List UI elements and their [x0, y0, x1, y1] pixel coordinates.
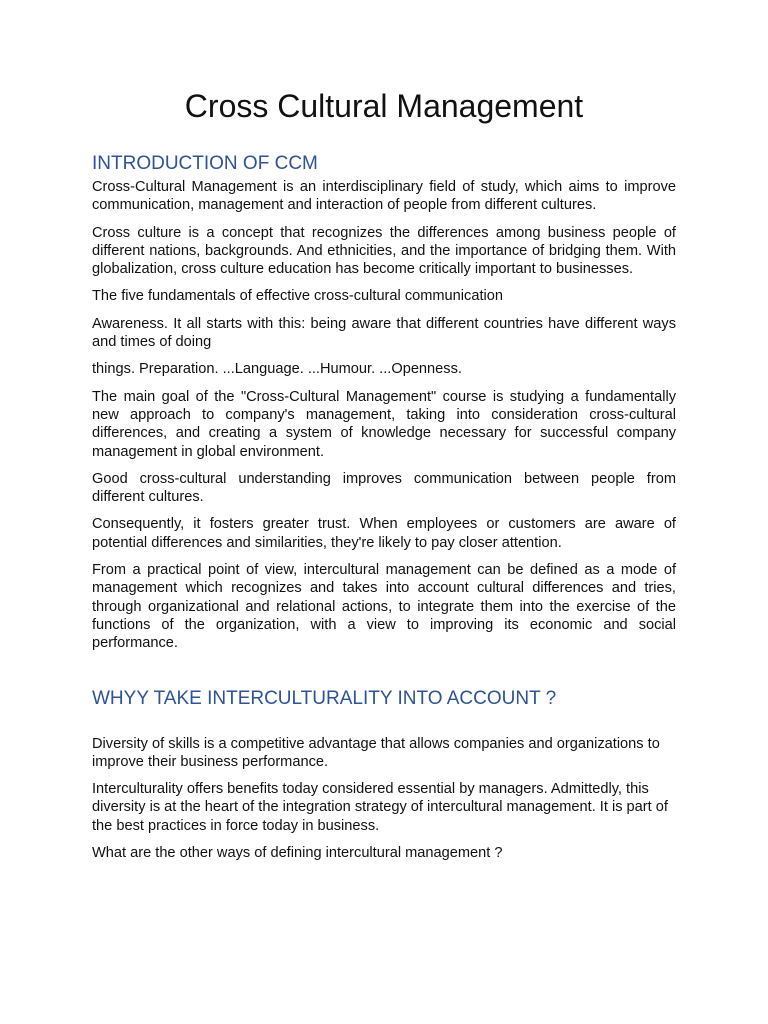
- section-heading-introduction: INTRODUCTION OF CCM: [92, 153, 318, 174]
- document-body: [92, 152, 676, 862]
- paragraph: Cross culture is a concept that recognizes the differences among business people of different nations, backgrounds. And ethnicities, and the importance of bridging them. With globalization, cross culture education has become critically important to businesses.: [92, 224, 676, 278]
- section-heading-interculturality: WHYY TAKE INTERCULTURALITY INTO ACCOUNT ?: [92, 687, 557, 709]
- paragraph: From a practical point of view, intercultural management can be defined as a mode of management which recognizes and takes into account cultural differences and tries, through organizational and relational actions, to integrate them into the exercise of the functions of the organization, with a view to improving its economic and social performance.: [92, 562, 676, 652]
- paragraph: Awareness. It all starts with this: being aware that different countries have different ways and times of doing: [92, 315, 676, 351]
- paragraph: Cross-Cultural Management is an interdisciplinary field of study, which aims to improve communication, management and interaction of people from different cultures.: [92, 179, 676, 214]
- paragraph: Diversity of skills is a competitive advantage that allows companies and organizations to improve their business performance.: [92, 735, 660, 770]
- paragraph: things. Preparation. ...Language. ...Humour. ...Openness.: [92, 361, 462, 378]
- document-title: Cross Cultural Management: [184, 88, 584, 124]
- paragraph: The five fundamentals of effective cross-cultural communication: [92, 288, 503, 305]
- paragraph: What are the other ways of defining intercultural management ?: [92, 845, 503, 862]
- paragraph: Interculturality offers benefits today considered essential by managers. Admittedly, this diversity is at the heart of the integration strategy of intercultural management. It is part of the best practices in force today in business.: [92, 781, 668, 834]
- paragraph: The main goal of the "Cross-Cultural Management" course is studying a fundamentally new approach to company's management, taking into consideration cross-cultural differences, and creating a system of knowledge necessary for successful company management in global environment.: [92, 388, 676, 460]
- paragraph: Good cross-cultural understanding improves communication between people from different cultures.: [92, 470, 676, 506]
- paragraph: Consequently, it fosters greater trust. When employees or customers are aware of potential differences and similarities, they're likely to pay closer attention.: [92, 516, 676, 551]
